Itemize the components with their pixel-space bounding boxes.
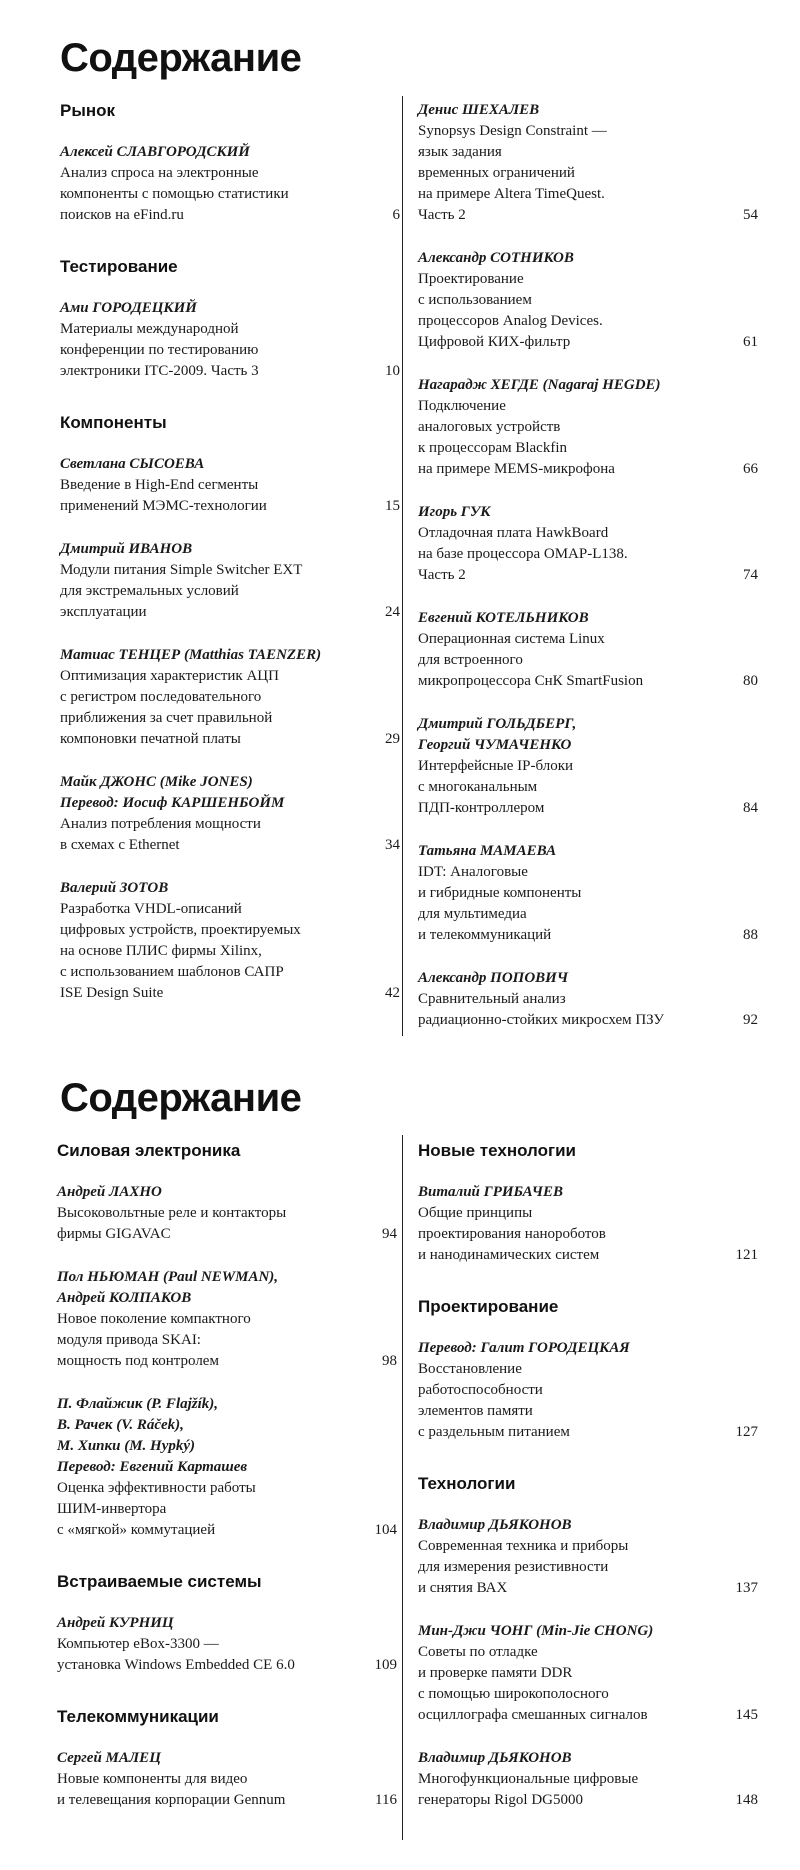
entry-title: Анализ спроса на электронные компоненты с помощью статистики поисков на eFind.ru	[60, 165, 289, 223]
page-number: 121	[735, 1247, 758, 1263]
entry-title: IDT: Аналоговые и гибридные компоненты для мультимедиа и телекоммуникаций	[418, 864, 582, 943]
page-number: 29	[385, 731, 400, 747]
entry-author: Татьяна МАМАЕВА	[418, 843, 557, 859]
entry-author: Владимир ДЬЯКОНОВ	[418, 1750, 572, 1766]
page-number: 84	[743, 800, 758, 816]
entry-author: Денис ШЕХАЛЕВ	[418, 102, 540, 118]
entry-title: Современная техника и приборы для измерения резистивности и снятия ВАХ	[418, 1538, 629, 1596]
toc-entry	[418, 1621, 758, 1726]
page-title: Содержание	[60, 36, 302, 80]
entry-author: Матиас ТЕНЦЕР (Matthias TAENZER)	[60, 647, 322, 663]
section-heading: Технологии	[418, 1474, 516, 1493]
page-number: 24	[385, 604, 400, 620]
page-number: 80	[743, 673, 758, 689]
section-heading: Силовая электроника	[57, 1141, 241, 1160]
toc-entry	[418, 1338, 758, 1443]
entry-title: Сравнительный анализ радиационно-стойких микросхем ПЗУ	[418, 991, 664, 1028]
entry-author: Пол НЬЮМАН (Paul NEWMAN), Андрей КОЛПАКОВ	[57, 1269, 279, 1306]
entry-author: Андрей КУРНИЦ	[57, 1615, 174, 1631]
entry-author: Валерий ЗОТОВ	[60, 880, 169, 896]
section-heading: Новые технологии	[418, 1141, 576, 1160]
entry-author: Александр СОТНИКОВ	[418, 250, 574, 266]
page-number: 109	[374, 1657, 397, 1673]
entry-author: Сергей МАЛЕЦ	[57, 1750, 161, 1766]
toc-section	[57, 1706, 397, 1811]
toc-section	[418, 1296, 758, 1443]
section-heading: Проектирование	[418, 1297, 559, 1316]
entry-author: Нагарадж ХЕГДЕ (Nagaraj HEGDE)	[418, 377, 661, 393]
toc-entry	[57, 1613, 397, 1676]
page-number: 10	[385, 363, 400, 379]
entry-author: Игорь ГУК	[418, 504, 491, 520]
section-heading: Встраиваемые системы	[57, 1572, 262, 1591]
page-number: 98	[382, 1353, 397, 1369]
toc-entry	[60, 298, 400, 382]
page-number: 94	[382, 1226, 397, 1242]
toc-section	[57, 1571, 397, 1676]
toc-column-right	[418, 100, 758, 1053]
entry-title: Новые компоненты для видео и телевещания корпорации Gennum	[57, 1771, 286, 1808]
toc-section	[60, 100, 400, 226]
entry-title: Оптимизация характеристик АЦП с регистром последовательного приближения за счет правильной компоновки печатной платы	[60, 668, 279, 747]
toc-entry	[418, 1182, 758, 1266]
toc-entry	[418, 1515, 758, 1599]
toc-entry	[60, 878, 400, 1004]
entry-author: Светлана СЫСОЕВА	[60, 456, 205, 472]
toc-entry	[418, 375, 758, 480]
page-number: 66	[743, 461, 758, 477]
toc-column-left	[60, 100, 400, 1034]
toc-entry	[418, 714, 758, 819]
page-title: Содержание	[60, 1076, 302, 1120]
toc-entry	[418, 968, 758, 1031]
section-heading: Тестирование	[60, 257, 178, 276]
entry-title: Компьютер eBox-3300 — установка Windows Embedded CE 6.0	[57, 1636, 295, 1673]
page-number: 104	[374, 1522, 397, 1538]
page-number: 74	[743, 567, 758, 583]
entry-title: Новое поколение компактного модуля привода SKAI: мощность под контролем	[57, 1311, 251, 1369]
page-number: 34	[385, 837, 400, 853]
section-heading: Компоненты	[60, 413, 167, 432]
entry-author: Дмитрий ГОЛЬДБЕРГ, Георгий ЧУМАЧЕНКО	[418, 716, 577, 753]
entry-author: Андрей ЛАХНО	[57, 1184, 162, 1200]
page-number: 61	[743, 334, 758, 350]
entry-title: Интерфейсные IP-блоки с многоканальным ПДП-контроллером	[418, 758, 574, 816]
entry-title: Synopsys Design Constraint — язык задания временных ограничений на примере Altera TimeQuest. Часть 2	[418, 123, 607, 223]
entry-title: Проектирование с использованием процессоров Analog Devices. Цифровой КИХ-фильтр	[418, 271, 603, 350]
toc-section	[60, 256, 400, 382]
entry-title: Высоковольтные реле и контакторы фирмы GIGAVAC	[57, 1205, 287, 1242]
page-number: 15	[385, 498, 400, 514]
entry-title: Советы по отладке и проверке памяти DDR с помощью широкополосного осциллографа смешанных сигналов	[418, 1644, 648, 1723]
toc-entry	[57, 1182, 397, 1245]
entry-title: Модули питания Simple Switcher EXT для экстремальных условий эксплуатации	[60, 562, 303, 620]
toc-entry	[60, 539, 400, 623]
toc-section	[418, 1140, 758, 1266]
entry-author: П. Флайжик (P. Flajžík), В. Рачек (V. Ráček), М. Хипки (M. Hypký) Перевод: Евгений Карташев	[57, 1396, 248, 1475]
entry-title: Операционная система Linux для встроенного микропроцессора СнК SmartFusion	[418, 631, 644, 689]
page-number: 137	[735, 1580, 758, 1596]
toc-section	[60, 412, 400, 1004]
entry-author: Ами ГОРОДЕЦКИЙ	[60, 300, 197, 316]
page-number: 42	[385, 985, 400, 1001]
toc-entry	[418, 502, 758, 586]
section-heading: Рынок	[60, 101, 116, 120]
entry-title: Разработка VHDL-описаний цифровых устройств, проектируемых на основе ПЛИС фирмы Xilinx, с использованием шаблонов САПР ISE Design Suite	[60, 901, 301, 1001]
entry-title: Введение в High-End сегменты применений МЭМС-технологии	[60, 477, 267, 514]
entry-title: Отладочная плата HawkBoard на базе процессора OMAP-L138. Часть 2	[418, 525, 628, 583]
entry-author: Александр ПОПОВИЧ	[418, 970, 569, 986]
entry-author: Виталий ГРИБАЧЕВ	[418, 1184, 563, 1200]
entry-title: Материалы международной конференции по тестированию электроники ITC-2009. Часть 3	[60, 321, 259, 379]
toc-column-right	[418, 1140, 758, 1841]
toc-entry	[418, 1748, 758, 1811]
toc-section	[418, 1473, 758, 1811]
entry-title: Восстановление работоспособности элементов памяти с раздельным питанием	[418, 1361, 570, 1440]
toc-entry	[60, 454, 400, 517]
toc-entry	[60, 645, 400, 750]
entry-author: Евгений КОТЕЛЬНИКОВ	[418, 610, 589, 626]
column-divider	[402, 96, 403, 1036]
toc-entry	[57, 1748, 397, 1811]
toc-entry	[418, 100, 758, 226]
entry-title: Оценка эффективности работы ШИМ-инвертора с «мягкой» коммутацией	[57, 1480, 256, 1538]
entry-title: Общие принципы проектирования нанороботов и нанодинамических систем	[418, 1205, 606, 1263]
page-number: 127	[735, 1424, 758, 1440]
entry-author: Алексей СЛАВГОРОДСКИЙ	[60, 144, 250, 160]
toc-entry	[57, 1394, 397, 1541]
toc-entry	[418, 608, 758, 692]
toc-section	[57, 1140, 397, 1541]
page-number: 116	[375, 1792, 397, 1808]
entry-author: Владимир ДЬЯКОНОВ	[418, 1517, 572, 1533]
entry-author: Мин-Джи ЧОНГ (Min-Jie CHONG)	[418, 1623, 654, 1639]
section-heading: Телекоммуникации	[57, 1707, 219, 1726]
entry-author: Майк ДЖОНС (Mike JONES) Перевод: Иосиф КАРШЕНБОЙМ	[60, 774, 285, 811]
entry-author: Перевод: Галит ГОРОДЕЦКАЯ	[418, 1340, 630, 1356]
toc-entry	[418, 841, 758, 946]
page-number: 92	[743, 1012, 758, 1028]
entry-title: Многофункциональные цифровые генераторы Rigol DG5000	[418, 1771, 639, 1808]
page-number: 54	[743, 207, 758, 223]
toc-entry	[60, 772, 400, 856]
page-number: 145	[735, 1707, 758, 1723]
entry-title: Подключение аналоговых устройств к процессорам Blackfin на примере MEMS-микрофона	[418, 398, 615, 477]
entry-author: Дмитрий ИВАНОВ	[60, 541, 193, 557]
toc-entry	[60, 142, 400, 226]
page-number: 88	[743, 927, 758, 943]
toc-entry	[418, 248, 758, 353]
toc-column-left	[57, 1140, 397, 1841]
page-number: 6	[392, 207, 400, 223]
entry-title: Анализ потребления мощности в схемах с Ethernet	[60, 816, 261, 853]
column-divider	[402, 1135, 403, 1840]
page-number: 148	[735, 1792, 758, 1808]
toc-entry	[57, 1267, 397, 1372]
